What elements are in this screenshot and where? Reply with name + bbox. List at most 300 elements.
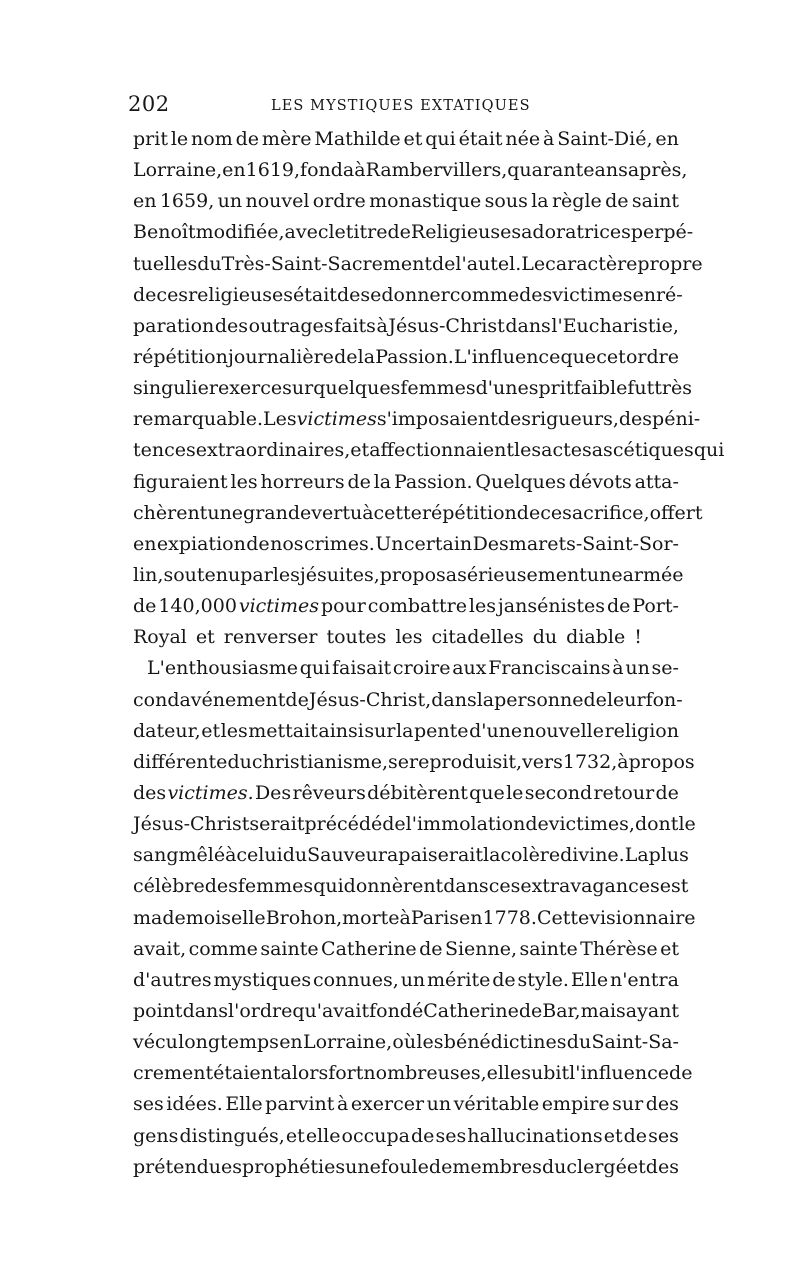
word: des [214,314,249,337]
text-line [133,1152,679,1183]
word: vécu [133,1031,178,1054]
word: précédé [304,813,383,836]
word: pour [320,595,366,618]
text-line [133,903,696,934]
word: de [428,1155,453,1178]
word: en [222,159,246,182]
word: des [645,1093,679,1116]
word: et [201,719,221,742]
word: femmes [400,377,476,400]
word: figuraient [133,470,228,493]
word: de [411,1124,435,1147]
word: les [468,595,496,618]
word: comme [449,283,520,306]
word: ayant [625,999,680,1022]
text-line [133,622,679,653]
word: Port- [632,595,679,618]
text-line [133,840,689,871]
word: fut [627,377,655,400]
word: outrages [248,314,334,337]
word: Bar, [542,999,581,1022]
word: des [519,283,553,306]
word: titre [345,221,388,244]
word: toutes [326,626,387,649]
text-line [133,560,684,591]
word: Jésus-Christ [388,314,505,337]
text-line [133,871,689,902]
word: faisait [331,657,392,680]
word: rêveurs [292,781,366,804]
word: sacrifice, [562,501,650,524]
word: la [373,470,392,493]
word: Brohon, [265,906,343,929]
word: se [360,283,382,306]
text-line [133,591,679,622]
word: tences [133,439,196,462]
word: retour [593,781,655,804]
word: donner [381,283,450,306]
word: victimes [296,408,377,431]
word: 1619, [245,159,301,182]
word: de [655,781,679,804]
word: à [354,159,366,182]
word: vers [522,750,563,773]
word: d'un [475,377,518,400]
word: 1778. [482,906,537,929]
word: mais [580,999,626,1022]
text-line [133,965,679,996]
word: de [419,937,443,960]
word: du [566,1031,592,1054]
word: de [605,190,629,213]
word: Passion. [393,470,473,493]
word: atta- [634,470,679,493]
word: crimes. [303,532,375,555]
word: du [227,750,252,773]
word: ses [133,1093,164,1116]
word: avénement [179,688,286,711]
word: des [133,781,167,804]
word: de [387,221,411,244]
word: L'enthousiasme [147,657,299,680]
word: Cette [536,906,590,929]
word: un [426,1093,452,1116]
word: 1659, [159,190,215,213]
word: de [285,688,309,711]
word: extravagances [520,875,660,898]
word: véritable [453,1093,540,1116]
word: Quelques [475,470,566,493]
word: l'influence [569,1062,670,1085]
text-line [133,1027,679,1058]
word: apaiserait [386,844,483,867]
text-line [133,435,725,466]
text-line [133,653,679,684]
word: religion [604,719,679,742]
text-line [133,280,683,311]
word: morte [342,906,400,929]
word: du [282,844,308,867]
word: personne [494,688,584,711]
word: d'autres [133,968,212,991]
word: les [395,626,423,649]
word: cond [133,688,180,711]
word: des [645,1155,679,1178]
word: très [654,377,692,400]
word: de [334,345,358,368]
text-line [133,529,679,560]
word: Sauveur [307,844,387,867]
word: combattre [367,595,467,618]
word: ainsi [318,719,364,742]
word: extraordinaires, [195,439,351,462]
word: victimes [552,283,633,306]
text-line [133,685,683,716]
word: plus [648,844,689,867]
word: remarquable. [133,408,264,431]
word: chèrent [133,501,208,524]
word: en [133,190,157,213]
word: et [603,1124,623,1147]
word: nombreuses, [363,1062,487,1085]
word: des [204,875,238,898]
text-line [133,311,679,342]
word: certain [403,532,473,555]
word: singulier [133,377,218,400]
word: ses [648,1124,679,1147]
word: les [272,563,300,586]
word: ordre [625,345,679,368]
word: de [492,968,516,991]
word: armée [622,563,684,586]
word: dans [505,314,551,337]
word: mademoiselle [133,906,266,929]
word: différente [133,750,228,773]
word: Thérèse [580,937,658,960]
word: n'entra [609,968,679,991]
word: de [246,532,270,555]
word: cette [373,501,422,524]
word: grande [243,501,312,524]
word: pente [413,719,469,742]
word: quelques [313,377,401,400]
word: une [345,1155,381,1178]
word: perpé- [630,221,694,244]
word: Benoît [133,221,196,244]
word: dateur, [133,719,201,742]
word: en [133,532,157,555]
word: mère [261,128,312,150]
word: membres [452,1155,542,1178]
word: religieuses [188,283,294,306]
word: à [612,657,624,680]
text-line [133,404,701,435]
word: faible [573,377,628,400]
word: journalière [227,345,334,368]
word: elle [486,1062,522,1085]
word: Paris [410,906,460,929]
word: en [279,1031,303,1054]
word: où [392,1031,417,1054]
word: prit [133,128,168,150]
word: monastique [369,190,482,213]
word: la [531,190,549,213]
word: prétendues [133,1155,242,1178]
word: offert [649,501,703,524]
word: l'immolation [405,813,526,836]
text-line [133,1058,693,1089]
word: que [469,781,505,804]
word: quarante [507,159,595,182]
word: soutenu [163,563,241,586]
word: Jésus-Christ [133,813,250,836]
word: paration [133,314,215,337]
word: avec [284,221,329,244]
word: Elle [225,1093,263,1116]
word: se [388,750,410,773]
word: étaient [213,1062,281,1085]
word: connues, [313,968,399,991]
word: la [483,844,501,867]
word: mystiques [213,968,312,991]
word: ce [540,501,563,524]
word: le [678,813,696,836]
word: empire [541,1093,610,1116]
word: nom [191,128,233,150]
word: celui [236,844,283,867]
text-line [133,716,679,747]
word: mêlé [178,844,226,867]
word: cet [596,345,626,368]
word: qui [313,875,344,898]
word: en [632,283,656,306]
word: de [133,283,157,306]
word: de [606,595,631,618]
word: des [618,408,653,431]
word: la [357,345,376,368]
text-line [133,467,679,498]
word: Catherine [423,999,519,1022]
word: à [362,501,374,524]
word: faits [334,314,376,337]
word: divine. [560,844,625,867]
word: elle [305,1124,341,1147]
word: victimes. [167,781,254,804]
word: dévots [568,470,632,493]
word: répétition [133,345,228,368]
word: de [518,999,543,1022]
word: sur [282,377,314,400]
word: un [625,657,650,680]
word: règle [551,190,602,213]
word: et [660,937,679,960]
word: en [459,906,483,929]
word: se- [651,657,679,680]
word: qui [425,128,456,150]
word: en [655,128,679,150]
word: ces [488,875,521,898]
word: l'Eucharistie, [551,314,679,337]
word: de [583,688,607,711]
word: à [543,128,555,150]
word: victimes, [548,813,635,836]
word: crement [133,1062,214,1085]
word: qui [299,657,331,680]
word: de [432,252,456,275]
word: était [293,283,337,306]
word: de [235,128,260,150]
word: des [497,408,531,431]
running-title: LES MYSTIQUES EXTATIQUES [271,98,531,114]
word: les [514,439,542,462]
word: et [195,626,215,649]
word: et [350,439,370,462]
word: actes [541,439,592,462]
word: L'influence [453,345,561,368]
word: second [524,781,593,804]
word: qui [693,439,725,462]
word: le [170,128,189,150]
word: qu'avait [292,999,370,1022]
text-line [133,778,679,809]
text-line [133,342,679,373]
word: Sienne, [444,937,518,960]
text-line [133,1121,679,1152]
word: gens [133,1124,179,1147]
word: que [560,345,597,368]
word: Rambervillers, [365,159,508,182]
word: horreurs [260,470,345,493]
word: répétition [421,501,517,524]
word: de [336,283,361,306]
word: dont [634,813,679,836]
word: clergé [566,1155,627,1178]
word: avait, [133,937,187,960]
word: adoratrices [521,221,631,244]
text-line [133,249,703,280]
word: Un [375,532,404,555]
word: de [623,1124,648,1147]
text-line [133,934,679,965]
text-line [133,124,679,155]
word: Royal [133,626,187,649]
word: célèbre [133,875,205,898]
word: jésuites, [299,563,380,586]
word: une [586,563,623,586]
word: Les [263,408,297,431]
word: colère [500,844,561,867]
word: nos [270,532,304,555]
word: bénédictines [443,1031,567,1054]
word: nouvel [245,190,310,213]
word: ordre [312,190,366,213]
word: Le [521,252,546,275]
word: et [403,128,423,150]
word: Saint-Dié, [557,128,653,150]
word: diable [566,626,626,649]
word: ses [435,1124,467,1147]
text-line [133,809,696,840]
word: sur [364,719,396,742]
word: par [240,563,273,586]
word: le [328,221,346,244]
word: longtemps [178,1031,279,1054]
text-line [133,996,679,1027]
word: ! [634,626,642,649]
word: d'une [469,719,523,742]
word: débitèrent [367,781,468,804]
word: croire [392,657,451,680]
word: comme [188,937,258,960]
word: style. [517,968,569,991]
word: mérite [427,968,491,991]
word: à [617,750,629,773]
word: sainte [519,937,578,960]
word: exerce [217,377,283,400]
word: foule [380,1155,429,1178]
word: nouvelle [522,719,605,742]
word: victimes [238,595,320,618]
word: femmes [237,875,314,898]
word: christianisme, [251,750,389,773]
word: tuelles [133,252,198,275]
word: la [476,688,495,711]
word: Saint-Sa- [591,1031,679,1054]
word: proposa [379,563,458,586]
text-line [133,186,679,217]
word: du [197,252,222,275]
text-line [133,155,688,186]
word: née [505,128,541,150]
word: et [626,1155,646,1178]
body-text [133,124,725,1183]
text-line [133,747,695,778]
word: fondé [369,999,424,1022]
word: à [376,314,388,337]
word: de [382,813,406,836]
word: dans [182,999,229,1022]
word: vertu [311,501,363,524]
word: Mathilde [314,128,401,150]
text-line [133,217,694,248]
word: 140,000 [158,595,237,618]
word: Religieuses [410,221,522,244]
word: Catherine [321,937,417,960]
word: distingués, [179,1124,285,1147]
word: Lorraine, [133,159,223,182]
word: prophéties [242,1155,346,1178]
word: reproduisit, [409,750,523,773]
word: renverser [223,626,318,649]
word: jansénistes [497,595,606,618]
word: alors [280,1062,329,1085]
word: la [396,719,414,742]
word: citadelles [431,626,524,649]
word: l'autel. [455,252,522,275]
word: esprit [517,377,574,400]
word: les [416,1031,444,1054]
text-line [133,498,703,529]
word: un [400,968,426,991]
word: de [516,501,541,524]
word: l'ordre [228,999,293,1022]
word: 1732, [562,750,618,773]
word: de [347,470,371,493]
word: caractère [545,252,638,275]
word: occupa [341,1124,410,1147]
word: après, [627,159,688,182]
word: fort [328,1062,364,1085]
